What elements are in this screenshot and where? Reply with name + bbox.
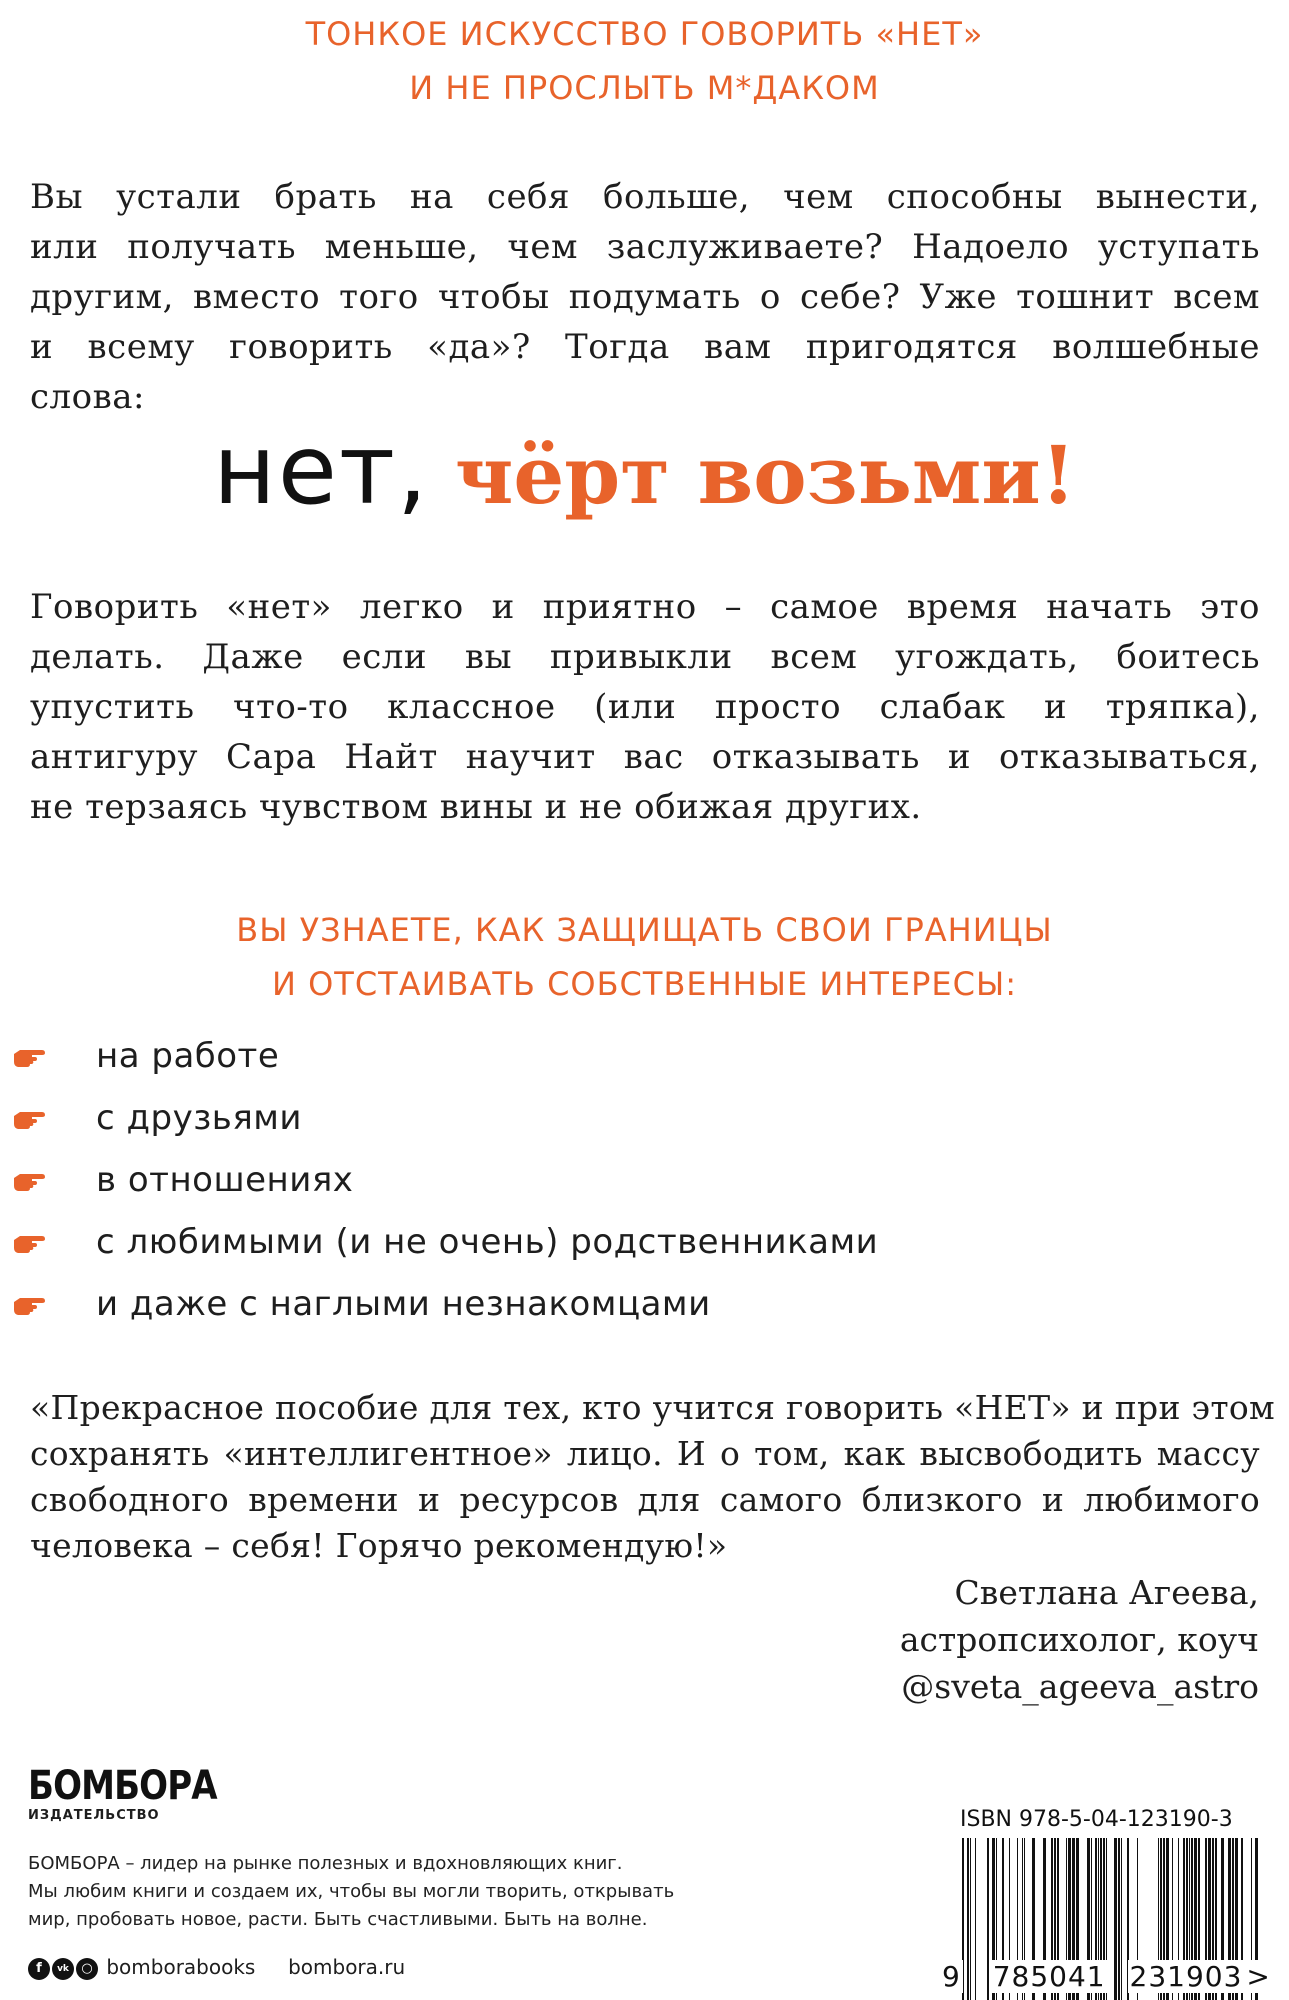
about-line: мир, пробовать новое, расти. Быть счастливыми. Быть на волне.: [28, 1909, 648, 1930]
isbn-label: ISBN 978-5-04-123190-3: [960, 1807, 1233, 1832]
facebook-icon: f: [28, 1958, 50, 1980]
social-handle: bomborabooks: [106, 1955, 256, 1979]
barcode-digits: [940, 1962, 1280, 1992]
quote-line: человека – себя! Горячо рекомендую!»: [30, 1526, 728, 1565]
list-item: [0, 1273, 1289, 1335]
header-line-2: И НЕ ПРОСЛЫТЬ М*ДАКОМ: [409, 69, 880, 107]
body-line: упустить что-то классное (или просто слабак и тряпка),: [30, 687, 1260, 727]
quote-line: «Прекрасное пособие для тех, кто учится говорить «НЕТ» и при этом: [30, 1388, 1276, 1427]
signature-role: астропсихолог, коуч: [899, 1620, 1259, 1659]
barcode-digits-left: 785041: [992, 1960, 1106, 1993]
barcode-digits-right: 231903: [1129, 1960, 1243, 1993]
body-line: антигуру Сара Найт научит вас отказывать и отказываться,: [30, 737, 1260, 777]
intro-line: или получать меньше, чем заслуживаете? Надоело уступать: [30, 227, 1260, 267]
body-line: Говорить «нет» легко и приятно – самое время начать это: [30, 587, 1260, 627]
pointing-hand-icon: [12, 1170, 46, 1192]
intro-line: слова:: [30, 377, 145, 417]
book-title: [0, 414, 1289, 526]
publisher-about: [28, 1850, 708, 1934]
title-no: нет,: [213, 414, 430, 526]
list-item: [0, 1149, 1289, 1211]
pointing-hand-icon: [12, 1046, 46, 1068]
list-item-label: с друзьями: [96, 1098, 303, 1138]
pointing-hand-icon: [12, 1108, 46, 1130]
header-line-1: ТОНКОЕ ИСКУССТВО ГОВОРИТЬ «НЕТ»: [305, 15, 984, 53]
intro-paragraph: [30, 172, 1260, 422]
list-item-label: в отношениях: [96, 1160, 354, 1200]
list-item: [0, 1087, 1289, 1149]
pointing-hand-icon: [12, 1232, 46, 1254]
publisher-logo-sub: ИЗДАТЕЛЬСТВО: [28, 1808, 160, 1823]
barcode-digits-end: >: [1246, 1960, 1271, 1993]
vk-icon: vk: [52, 1958, 74, 1980]
social-links: [28, 1952, 405, 1982]
list-item-label: на работе: [96, 1036, 280, 1076]
about-line: БОМБОРА – лидер на рынке полезных и вдохновляющих книг.: [28, 1853, 623, 1874]
publisher-logo: [28, 1765, 250, 1825]
list-item-label: с любимыми (и не очень) родственниками: [96, 1222, 879, 1262]
testimonial-quote: [30, 1385, 1276, 1569]
subheading-line-2: И ОТСТАИВАТЬ СОБСТВЕННЫЕ ИНТЕРЕСЫ:: [271, 965, 1017, 1003]
barcode-digit-first: 9: [942, 1960, 961, 1993]
signature-name: Светлана Агеева,: [954, 1573, 1259, 1612]
list-item-label: и даже с наглыми незнакомцами: [96, 1284, 711, 1324]
body-paragraph: [30, 582, 1260, 832]
subheading-line-1: ВЫ УЗНАЕТЕ, КАК ЗАЩИЩАТЬ СВОИ ГРАНИЦЫ: [236, 911, 1053, 949]
instagram-icon: ○: [76, 1958, 98, 1980]
pointing-hand-icon: [12, 1294, 46, 1316]
body-line: не терзаясь чувством вины и не обижая других.: [30, 787, 922, 827]
body-line: делать. Даже если вы привыкли всем угождать, боитесь: [30, 637, 1260, 677]
benefits-list: [0, 1025, 1289, 1335]
quote-line: сохранять «интеллигентное» лицо. И о том, как высвободить массу: [30, 1434, 1260, 1473]
intro-line: и всему говорить «да»? Тогда вам пригодятся волшебные: [30, 327, 1260, 367]
signature-handle: @sveta_ageeva_astro: [901, 1667, 1259, 1706]
list-item: [0, 1211, 1289, 1273]
about-line: Мы любим книги и создаем их, чтобы вы могли творить, открывать: [28, 1881, 675, 1902]
publisher-site: bombora.ru: [288, 1955, 406, 1979]
publisher-logo-text: БОМБОРА: [28, 1763, 217, 1809]
title-accent: чёрт возьми!: [454, 428, 1076, 522]
intro-line: другим, вместо того чтобы подумать о себе? Уже тошнит всем: [30, 277, 1260, 317]
quote-line: свободного времени и ресурсов для самого близкого и любимого: [30, 1480, 1260, 1519]
list-item: [0, 1025, 1289, 1087]
intro-line: Вы устали брать на себя больше, чем способны вынести,: [30, 177, 1260, 217]
